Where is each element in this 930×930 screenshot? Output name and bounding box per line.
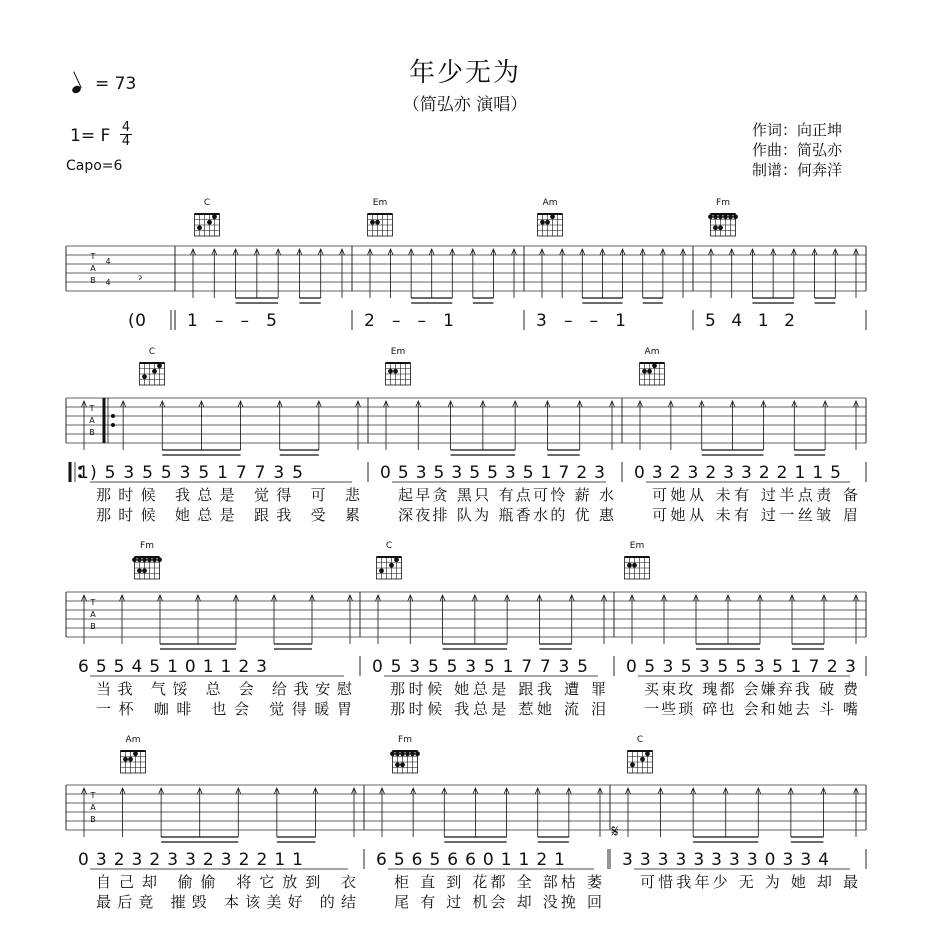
jianpu-notes: 0 5 3 5 3 5 5 3 5 1 7 2 3: [380, 463, 605, 483]
chord-finger-dot: [728, 214, 733, 219]
chord-name: Fm: [140, 541, 154, 551]
chord-finger-dot: [393, 369, 398, 374]
tab-time-bottom: 4: [105, 278, 111, 287]
chord-finger-dot: [133, 751, 138, 756]
chord-name: C: [148, 347, 156, 357]
chord-name: C: [203, 198, 211, 208]
chord-name: Fm: [716, 198, 730, 208]
jianpu-notes: 0 5 3 5 5 3 5 1 7 7 3 5: [372, 657, 588, 677]
chord-finger-dot: [207, 220, 212, 225]
jianpu-notes: (0: [128, 311, 146, 331]
key-signature: 1= F: [70, 126, 111, 146]
system-4: [66, 735, 866, 911]
chord-finger-dot: [157, 557, 162, 562]
chord-finger-dot: [197, 225, 202, 230]
chord-finger-dot: [389, 563, 394, 568]
chord-finger-dot: [652, 363, 657, 368]
tab-time-top: 4: [105, 257, 111, 266]
tab-letter: T: [90, 791, 96, 800]
jianpu-notes: 0 3 2 3 2 3 3 2 2 1 1 5: [634, 463, 841, 483]
chord-name: C: [385, 541, 393, 551]
tab-letter: A: [90, 803, 96, 812]
jianpu-notes: 6 5 5 4 5 1 0 1 1 2 3: [78, 657, 267, 677]
chord-finger-dot: [147, 557, 152, 562]
chord-name: C: [636, 735, 644, 745]
tab-letter: A: [90, 264, 96, 273]
chord-finger-dot: [142, 374, 147, 379]
chord-finger-dot: [733, 214, 738, 219]
tempo-value: = 73: [95, 74, 137, 94]
tab-letter: B: [89, 428, 95, 437]
chord-finger-dot: [157, 363, 162, 368]
chord-finger-dot: [137, 557, 142, 562]
chord-finger-dot: [550, 214, 555, 219]
chord-finger-dot: [405, 751, 410, 756]
chord-finger-dot: [395, 762, 400, 767]
tab-letter: T: [89, 404, 95, 413]
chord-name: Em: [629, 541, 645, 551]
chord-finger-dot: [713, 225, 718, 230]
chord-finger-dot: [400, 751, 405, 756]
lyric-line-1: 可惜我年少 无 为 她 却 最: [640, 873, 858, 891]
chord-finger-dot: [708, 214, 713, 219]
tab-letter: T: [90, 252, 96, 261]
chord-finger-dot: [142, 557, 147, 562]
jianpu-notes: 5 4 1 2: [705, 311, 795, 331]
jianpu-notes: 1) 5 3 5 5 3 5 1 7 7 3 5: [78, 463, 303, 483]
lyric-line-2: 那时候 她总是 跟我 受 累: [96, 506, 360, 524]
chord-finger-dot: [723, 214, 728, 219]
chord-finger-dot: [128, 757, 133, 762]
chord-finger-dot: [713, 214, 718, 219]
tab-letter: T: [90, 598, 96, 607]
chord-finger-dot: [390, 751, 395, 756]
jianpu-notes: 1 – – 5: [187, 311, 277, 331]
capo-label: Capo=6: [66, 158, 123, 174]
system-3: [66, 541, 866, 718]
credit-lyricist: 作词：向正坤: [752, 121, 843, 139]
repeat-dot: [111, 423, 115, 427]
lyric-line-2: 可她从 未有 过一丝皱 眉: [652, 506, 858, 524]
lyric-line-2: 尾 有 过 机会 却 没挽 回: [394, 893, 602, 911]
jianpu-notes: 6 5 6 5 6 6 0 1 1 2 1: [376, 850, 565, 870]
lyric-line-1: 柜 直 到 花都 全 部枯 萎: [394, 873, 602, 891]
chord-finger-dot: [212, 214, 217, 219]
chord-name: Am: [125, 735, 141, 745]
jianpu-notes: 2 – – 1: [364, 311, 454, 331]
chord-finger-dot: [545, 220, 550, 225]
lyric-line-1: 当我 气馁 总 会 给我安慰: [96, 680, 352, 698]
chord-finger-dot: [410, 751, 415, 756]
lyric-line-2: 一些琐 碎也 会和她去 斗 嘴: [644, 700, 858, 718]
chord-finger-dot: [152, 369, 157, 374]
chord-finger-dot: [394, 557, 399, 562]
chord-finger-dot: [642, 369, 647, 374]
chord-finger-dot: [400, 762, 405, 767]
chord-finger-dot: [647, 369, 652, 374]
credit-transcriber: 制谱：何奔洋: [752, 161, 843, 179]
repeat-dot: [111, 414, 115, 418]
page-title: 年少无为: [408, 58, 521, 88]
lyric-line-1: 那时候 我总是 觉得 可 悲: [96, 486, 360, 504]
lyric-line-1: 买束玫 瑰都 会嫌弃我 破 费: [644, 680, 858, 698]
tab-letter: A: [89, 416, 95, 425]
chord-finger-dot: [388, 369, 393, 374]
chord-finger-dot: [718, 214, 723, 219]
chord-finger-dot: [375, 220, 380, 225]
lyric-line-2: 最后竟 摧毁 本该美好 的结: [96, 893, 356, 911]
chord-finger-dot: [627, 563, 632, 568]
tab-letter: A: [90, 610, 96, 619]
chord-finger-dot: [142, 568, 147, 573]
chord-finger-dot: [415, 751, 420, 756]
chord-finger-dot: [137, 568, 142, 573]
lyric-line-1: 起早贪 黑只 有点可怜 薪 水: [398, 486, 614, 504]
chord-name: Fm: [398, 735, 412, 745]
jianpu-notes: 0 3 2 3 2 3 3 2 3 2 2 1 1: [78, 850, 303, 870]
chord-finger-dot: [640, 757, 645, 762]
lyric-line-1: 那时候 她总是 跟我 遭 罪: [390, 680, 606, 698]
segno-sign: 𝄋: [611, 822, 619, 842]
chord-finger-dot: [645, 751, 650, 756]
chord-name: Em: [390, 347, 406, 357]
rest-symbol: ɂ: [138, 273, 142, 282]
chord-name: Am: [644, 347, 660, 357]
chord-finger-dot: [152, 557, 157, 562]
tab-letter: B: [90, 276, 96, 285]
chord-finger-dot: [718, 225, 723, 230]
chord-finger-dot: [632, 563, 637, 568]
chord-finger-dot: [370, 220, 375, 225]
tab-letter: B: [90, 622, 96, 631]
page-subtitle: （简弘亦 演唱）: [402, 95, 528, 115]
chord-name: Em: [372, 198, 388, 208]
lyric-line-1: 自己却 偷偷 将它放到 衣: [96, 873, 356, 891]
chord-finger-dot: [132, 557, 137, 562]
lyric-line-1: 可她从 未有 过半点责 备: [652, 486, 858, 504]
lyric-line-2: 深夜排 队为 瓶香水的 优 惠: [398, 506, 614, 524]
lyric-line-2: 一杯 咖啡 也会 觉得暖胃: [96, 700, 352, 718]
chord-finger-dot: [123, 757, 128, 762]
time-sig-bottom: 4: [121, 134, 131, 149]
chord-finger-dot: [630, 762, 635, 767]
jianpu-notes: 3 3 3 3 3 3 3 3 0 3 3 4: [622, 850, 829, 870]
jianpu-notes: 0 5 3 5 3 5 5 3 5 1 7 2 3: [626, 657, 856, 677]
lyric-line-2: 那时候 我总是 惹她 流 泪: [390, 700, 606, 718]
chord-finger-dot: [379, 568, 384, 573]
credit-composer: 作曲：简弘亦: [752, 141, 843, 159]
tab-letter: B: [90, 815, 96, 824]
time-sig-top: 4: [121, 120, 131, 135]
jianpu-notes: 3 – – 1: [536, 311, 626, 331]
chord-finger-dot: [395, 751, 400, 756]
system-1: [66, 198, 866, 331]
system-2: [66, 347, 866, 524]
chord-finger-dot: [540, 220, 545, 225]
chord-name: Am: [542, 198, 558, 208]
